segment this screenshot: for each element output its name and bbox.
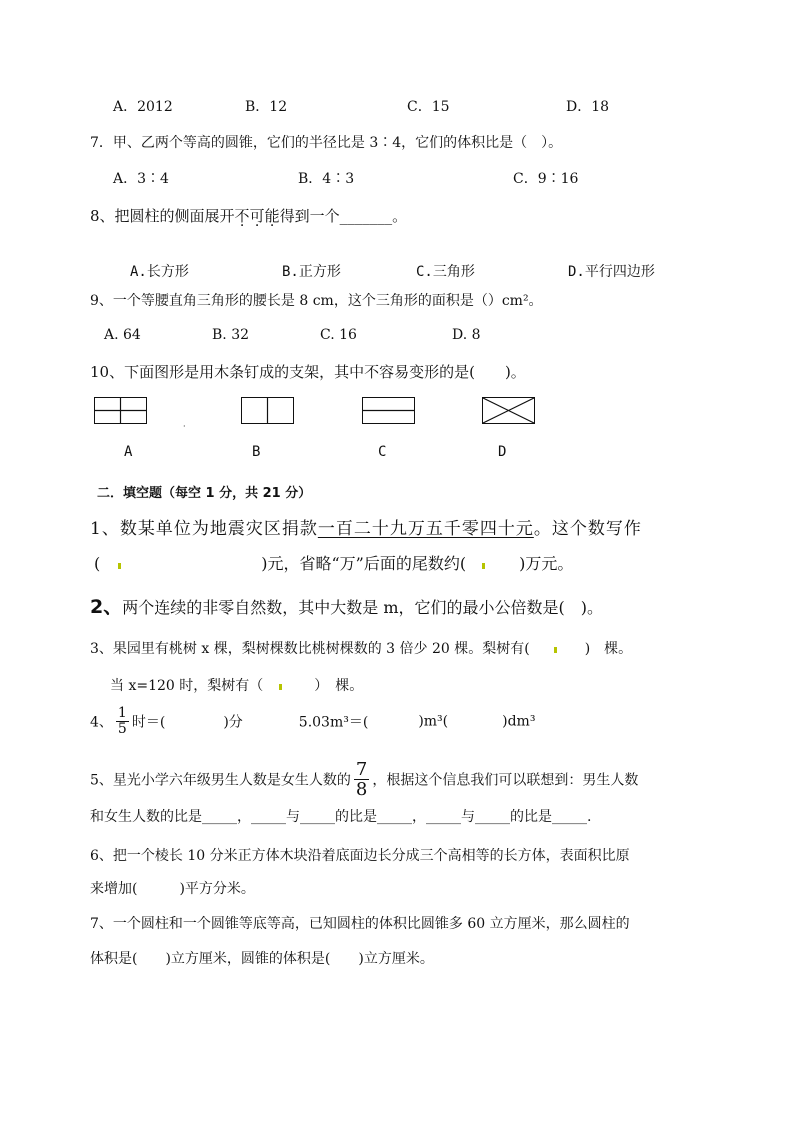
green-dot-mark — [554, 647, 557, 653]
q8-emph-2: 可 — [249, 207, 265, 225]
fill-4-text-a: 时＝( — [131, 714, 166, 731]
fill-4-lead: 4、 — [90, 714, 113, 731]
q7-option-b: B．4∶3 — [298, 171, 355, 187]
question-10-text: 10、下面图形是用木条钉成的支架，其中不容易变形的是( )。 — [90, 363, 526, 381]
q8-option-d: D.平行四边形 — [568, 264, 655, 280]
fill-3-text-a: 3、果园里有桃树 x 棵，梨树棵数比桃树棵数的 3 倍少 20 棵。梨树有( — [90, 641, 530, 657]
q8-option-c: C.三角形 — [416, 264, 475, 280]
fill-2-text: 两个连续的非零自然数，其中大数是 m，它们的最小公倍数是( )。 — [122, 598, 603, 617]
green-dot-mark — [118, 563, 121, 569]
q8-emph-1: 不 — [234, 207, 250, 225]
q9-option-d: D. 8 — [452, 327, 481, 343]
question-8-text — [90, 205, 407, 226]
q8-prefix: 8、把圆柱的侧面展开 — [90, 207, 235, 225]
q7-option-a: A．3∶4 — [113, 171, 169, 187]
fill-7-line-2: 体积是( )立方厘米，圆锥的体积是( )立方厘米。 — [90, 951, 434, 967]
fill-6-line-2: 来增加( )平方分米。 — [90, 881, 255, 897]
frame-d-lines — [483, 398, 534, 423]
fill-5-text-a: 5、星光小学六年级男生人数是女生人数的 — [90, 772, 351, 789]
section-2-title: 二．填空题（每空 1 分，共 21 分） — [97, 486, 312, 501]
fill-5-fraction-num: 7 — [355, 759, 368, 780]
fill-4-fraction-num: 1 — [117, 705, 127, 721]
fill-4-text-d: )m³( — [418, 713, 449, 730]
fill-4-fraction-den: 5 — [117, 721, 127, 737]
q8-emph-3: 能 — [264, 207, 280, 225]
fill-4-text-e: )dm³ — [502, 713, 536, 730]
fill-4-line — [90, 706, 535, 737]
q9-option-a: A. 64 — [104, 327, 141, 343]
fill-2-number: 2、 — [90, 596, 123, 618]
fill-1-paren-open: ( — [94, 554, 101, 573]
frame-c-figure — [362, 397, 415, 424]
fill-5-line-1 — [90, 760, 638, 799]
fill-3-text-b-end: ） 棵。 — [314, 678, 364, 694]
frame-d-label: D — [498, 444, 507, 460]
fill-5-text-b: ，根据这个信息我们可以联想到：男生人数 — [372, 772, 639, 789]
fill-1-text-a: 1、数某单位为地震灾区捐款 — [90, 519, 318, 539]
fill-5-fraction — [354, 760, 369, 799]
frame-a-label: A — [124, 444, 133, 460]
q6-option-a: A．2012 — [113, 99, 173, 115]
q9-option-b: B. 32 — [212, 327, 250, 343]
q8-option-a: A.长方形 — [130, 264, 189, 280]
fill-3-text-a-end: ) 棵。 — [584, 641, 633, 657]
question-7-text: 7．甲、乙两个等高的圆锥，它们的半径比是 3∶4，它们的体积比是（ ）。 — [90, 135, 563, 151]
fill-1-line-2 — [94, 551, 573, 574]
fill-1-text-c2: )元，省略“万”后面的尾数约( — [261, 554, 467, 573]
q9-option-c: C. 16 — [320, 327, 357, 343]
fill-1-text-b: 。这个数写作 — [533, 519, 642, 539]
q7-option-c: C．9∶16 — [513, 171, 579, 187]
fill-3-line-1 — [90, 638, 632, 658]
q6-option-c: C．15 — [407, 99, 450, 115]
fill-4-fraction — [116, 706, 129, 737]
green-dot-mark — [482, 563, 485, 569]
frame-b-figure — [241, 397, 294, 424]
frame-a-figure — [94, 397, 147, 424]
fill-1-line-1 — [90, 514, 642, 539]
frame-c-lines — [363, 398, 414, 423]
frame-b-lines — [242, 398, 293, 423]
q6-option-d: D．18 — [566, 99, 610, 115]
fill-4-text-b: )分 — [223, 714, 243, 731]
q6-option-b: B．12 — [245, 99, 288, 115]
q8-option-b: B.正方形 — [282, 264, 341, 280]
fill-7-line-1: 7、一个圆柱和一个圆锥等底等高，已知圆柱的体积比圆锥多 60 立方厘米，那么圆柱的 — [90, 916, 630, 932]
fill-1-text-c3: )万元。 — [519, 554, 574, 573]
stray-dot: · — [183, 422, 186, 431]
green-dot-mark — [279, 684, 282, 690]
frame-b-label: B — [252, 444, 261, 460]
fill-5-fraction-den: 8 — [355, 779, 368, 800]
frame-c-label: C — [378, 444, 387, 460]
fill-3-text-b: 当 x=120 时，梨树有（ — [110, 678, 264, 694]
question-9-text: 9、一个等腰直角三角形的腰长是 8 cm，这个三角形的面积是（）cm²。 — [90, 293, 543, 309]
fill-4-text-c: 5.03m³＝( — [298, 714, 369, 731]
fill-2-line — [90, 592, 603, 619]
q8-suffix: 得到一个_______。 — [279, 207, 408, 225]
frame-a-lines — [95, 398, 146, 423]
fill-1-underlined-amount: 一百二十九万五千零四十元 — [317, 519, 534, 539]
fill-3-line-2 — [110, 675, 363, 695]
frame-d-figure — [482, 397, 535, 424]
fill-6-line-1: 6、把一个棱长 10 分米正方体木块沿着底面边长分成三个高相等的长方体，表面积比原 — [90, 848, 630, 864]
fill-5-line-2: 和女生人数的比是_____，_____与_____的比是_____，_____与_____的比是_____. — [90, 809, 592, 825]
